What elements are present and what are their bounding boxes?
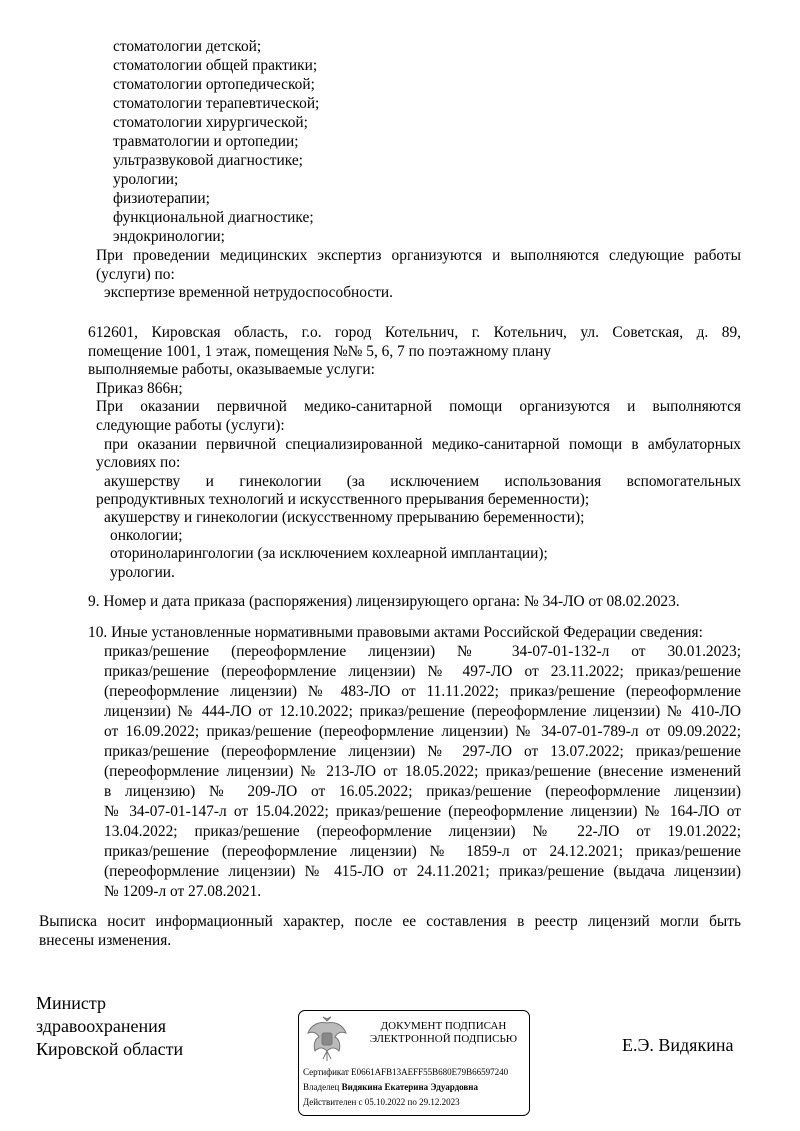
owner-label: Владелец: [303, 1082, 340, 1092]
disclaimer-cont: внесены изменения.: [39, 932, 172, 949]
item-10-line: от 16.09.2022; приказ/решение (переоформление лицензии) № 34-07-01-789-л от 09.09.2022;: [104, 723, 741, 740]
item-9-order-number: 9. Номер и дата приказа (распоряжения) лицензирующего органа: № 34-ЛО от 08.02.2023.: [88, 593, 680, 610]
signer-name: Е.Э. Видякина: [622, 1035, 734, 1055]
list-item: стоматологии детской;: [113, 38, 262, 55]
item-10-line: № 34-07-01-147-л от 15.04.2022; приказ/решение (переоформление лицензии) № 164-ЛО от: [104, 803, 741, 820]
list-item: эндокринологии;: [113, 228, 225, 245]
list-item: травматологии и ортопедии;: [113, 133, 299, 150]
item-10-line: в лицензию) № 209-ЛО от 16.05.2022; приказ/решение (переоформление лицензии): [104, 783, 741, 800]
expertise-intro: При проведении медицинских экспертиз организуются и выполняются следующие работы: [96, 247, 741, 264]
list-item: стоматологии хирургической;: [113, 114, 308, 131]
stamp-title: [361, 1020, 526, 1046]
list-item: стоматологии общей практики;: [113, 57, 318, 74]
list-item: ультразвуковой диагностике;: [113, 152, 303, 169]
item-10-line: № 1209-л от 27.08.2021.: [104, 883, 262, 900]
item-10-heading: 10. Иные установленные нормативными правовыми актами Российской Федерации сведения:: [88, 624, 703, 641]
item-10-line: приказ/решение (переоформление лицензии) № 497-ЛО от 23.11.2022; приказ/решение: [104, 663, 741, 680]
stamp-validity: Действителен с 05.10.2022 по 29.12.2023: [303, 1097, 460, 1107]
stamp-owner: [303, 1082, 478, 1093]
cert-label: Сертификат: [303, 1067, 349, 1077]
list-item-cont: репродуктивных технологий и искусственного прерывания беременности);: [96, 491, 590, 508]
primary-care-intro: При оказании первичной медико-санитарной помощи организуются и выполняются: [96, 398, 741, 415]
item-10-line: (переоформление лицензии) № 415-ЛО от 24.11.2021; приказ/решение (выдача лицензии): [104, 863, 741, 880]
list-item: урологии.: [110, 564, 175, 581]
item-10-line: 13.04.2022; приказ/решение (переоформление лицензии) № 22-ЛО от 19.01.2022;: [104, 823, 741, 840]
list-item: стоматологии ортопедической;: [113, 76, 315, 93]
expertise-intro-cont: (услуги) по:: [96, 266, 175, 283]
list-item: физиотерапии;: [113, 190, 210, 207]
signer-title-line: Министр: [36, 993, 106, 1013]
list-item: оториноларингологии (за исключением кохлеарной имплантации);: [110, 545, 548, 562]
e-signature-stamp: [298, 1010, 530, 1116]
stamp-certificate: [303, 1067, 508, 1078]
address-line-cont: помещение 1001, 1 этаж, помещения №№ 5, 6, 7 по поэтажному плану: [88, 343, 552, 360]
signer-title-line: Кировской области: [36, 1039, 184, 1059]
item-10-line: лицензии) № 444-ЛО от 12.10.2022; приказ/решение (переоформление лицензии) № 410-ЛО: [104, 703, 741, 720]
stamp-title-line: ДОКУМЕНТ ПОДПИСАН: [380, 1020, 507, 1032]
list-item: онкологии;: [110, 527, 183, 544]
specialized-care-intro-cont: условиях по:: [96, 454, 181, 471]
signer-title-line: здравоохранения: [36, 1016, 167, 1036]
list-item: функциональной диагностике;: [113, 209, 314, 226]
item-10-line: (переоформление лицензии) № 213-ЛО от 18.05.2022; приказ/решение (внесение изменений: [104, 763, 741, 780]
item-10-line: приказ/решение (переоформление лицензии) № 297-ЛО от 13.07.2022; приказ/решение: [104, 743, 741, 760]
list-item: акушерству и гинекологии (за исключением использования вспомогательных: [104, 473, 741, 490]
disclaimer: Выписка носит информационный характер, после ее составления в реестр лицензий могли быть: [39, 913, 741, 930]
primary-care-intro-cont: следующие работы (услуги):: [96, 417, 285, 434]
expertise-item: экспертизе временной нетрудоспособности.: [104, 284, 393, 301]
list-item: стоматологии терапевтической;: [113, 95, 320, 112]
specialized-care-intro: при оказании первичной специализированной медико-санитарной помощи в амбулаторных: [104, 436, 741, 453]
coat-of-arms-icon: [305, 1015, 349, 1063]
stamp-title-line: ЭЛЕКТРОННОЙ ПОДПИСЬЮ: [369, 1033, 518, 1045]
works-label: выполняемые работы, оказываемые услуги:: [88, 361, 375, 378]
cert-value: E0661AFB13AEFF55B680E79B66597240: [351, 1067, 509, 1077]
order-reference: Приказ 866н;: [96, 380, 183, 397]
owner-value: Видякина Екатерина Эдуардовна: [341, 1082, 478, 1092]
list-item: урологии;: [113, 171, 179, 188]
item-10-line: приказ/решение (переоформление лицензии) № 34-07-01-132-л от 30.01.2023;: [104, 643, 741, 660]
address-line: 612601, Кировская область, г.о. город Котельнич, г. Котельнич, ул. Советская, д. 89,: [88, 324, 741, 341]
item-10-line: (переоформление лицензии) № 483-ЛО от 11.11.2022; приказ/решение (переоформление: [104, 683, 741, 700]
list-item: акушерству и гинекологии (искусственному прерыванию беременности);: [104, 509, 585, 526]
item-10-line: приказ/решение (переоформление лицензии) № 1859-л от 24.12.2021; приказ/решение: [104, 843, 741, 860]
